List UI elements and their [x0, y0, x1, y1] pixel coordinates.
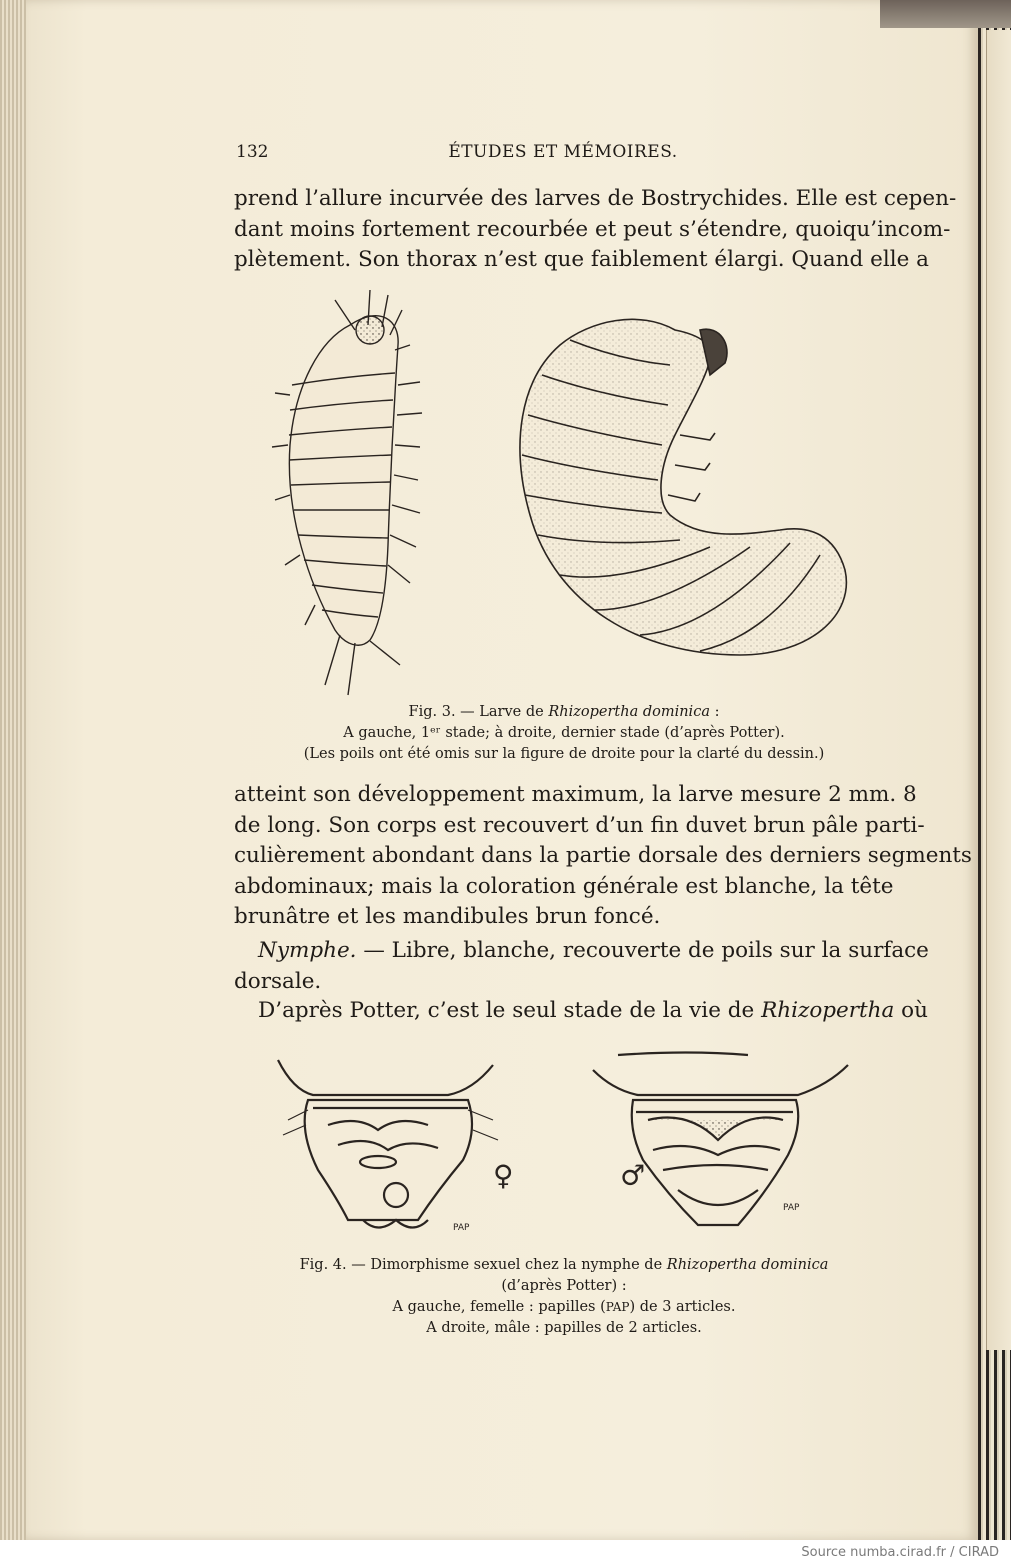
paragraph-nymphe [234, 936, 929, 997]
paragraph-middle [234, 780, 972, 933]
text-line: de long. Son corps est recouvert d’un fin duvet brun pâle parti- [234, 812, 925, 838]
running-head [236, 142, 890, 168]
caption-line: A droite, mâle : papilles de 2 articles. [426, 1320, 702, 1336]
caption-line [236, 1255, 892, 1276]
text-line: culièrement abondant dans la partie dorsale des derniers segments [234, 843, 972, 868]
caption-species: Rhizopertha dominica [548, 704, 710, 720]
potter-species: Rhizopertha [761, 998, 895, 1023]
caption-line: A gauche, 1ᵉʳ stade; à droite, dernier stade (d’après Potter). [343, 725, 785, 741]
caption-line [236, 1297, 892, 1318]
figure-3-caption [236, 702, 892, 765]
text-line: plètement. Son thorax n’est que faiblement élargi. Quand elle a [234, 247, 929, 272]
paragraph-potter [234, 996, 928, 1027]
caption-line: (Les poils ont été omis sur la figure de droite pour la clarté du dessin.) [303, 746, 825, 762]
caption-text: A gauche, femelle : papilles ( [392, 1299, 606, 1315]
caption-text: Fig. 4. — Dimorphisme sexuel chez la nymphe de [299, 1257, 667, 1273]
text-line [234, 936, 929, 967]
page-number: 132 [236, 142, 269, 162]
caption-label: Fig. 3. — Larve de [408, 704, 544, 720]
paragraph-top [234, 184, 957, 276]
book-page-edges-left [0, 0, 28, 1540]
male-nymph-drawing [593, 1053, 848, 1226]
figure-4-caption [236, 1255, 892, 1339]
caption-line [236, 702, 892, 723]
potter-text: D’après Potter, c’est le seul stade de la vie de [258, 998, 762, 1023]
nymphe-line1: — Libre, blanche, recouverte de poils sur la surface [356, 938, 929, 963]
source-credit: Source numba.cirad.fr / CIRAD [801, 1545, 999, 1560]
figure-3-larvae-illustration [270, 285, 870, 700]
bookmark-ribbon [880, 0, 1011, 28]
text-line: dant moins fortement recourbée et peut s’étendre, quoiqu’incom- [234, 216, 951, 242]
caption-text: ) de 3 articles. [629, 1299, 736, 1315]
caption-species: Rhizopertha dominica [666, 1257, 829, 1273]
male-symbol: ♂ [620, 1159, 646, 1192]
running-head-title: ÉTUDES ET MÉMOIRES. [448, 142, 678, 162]
potter-text-end: où [894, 998, 928, 1023]
female-symbol: ♀ [493, 1159, 514, 1192]
caption-pap: PAP [605, 1300, 630, 1314]
pap-label-left: PAP [453, 1223, 470, 1233]
caption-line: (d’après Potter) : [501, 1278, 627, 1294]
text-line: brunâtre et les mandibules brun foncé. [234, 904, 661, 929]
facing-page-curl [986, 30, 1011, 1350]
text-line: abdominaux; mais la coloration générale est blanche, la tête [234, 873, 894, 899]
female-nymph-drawing [278, 1060, 498, 1228]
text-line: prend l’allure incurvée des larves de Bostrychides. Elle est cepen- [234, 186, 957, 211]
figure-4-nymph-illustration [268, 1050, 868, 1250]
caption-colon: : [709, 704, 720, 720]
pap-label-right: PAP [783, 1203, 800, 1213]
text-line [234, 996, 928, 1027]
nymphe-label: Nymphe. [258, 938, 357, 963]
larva-first-instar-drawing [272, 290, 422, 695]
text-line: dorsale. [234, 968, 322, 994]
larva-last-instar-drawing [520, 319, 846, 655]
text-line: atteint son développement maximum, la larve mesure 2 mm. 8 [234, 782, 917, 807]
